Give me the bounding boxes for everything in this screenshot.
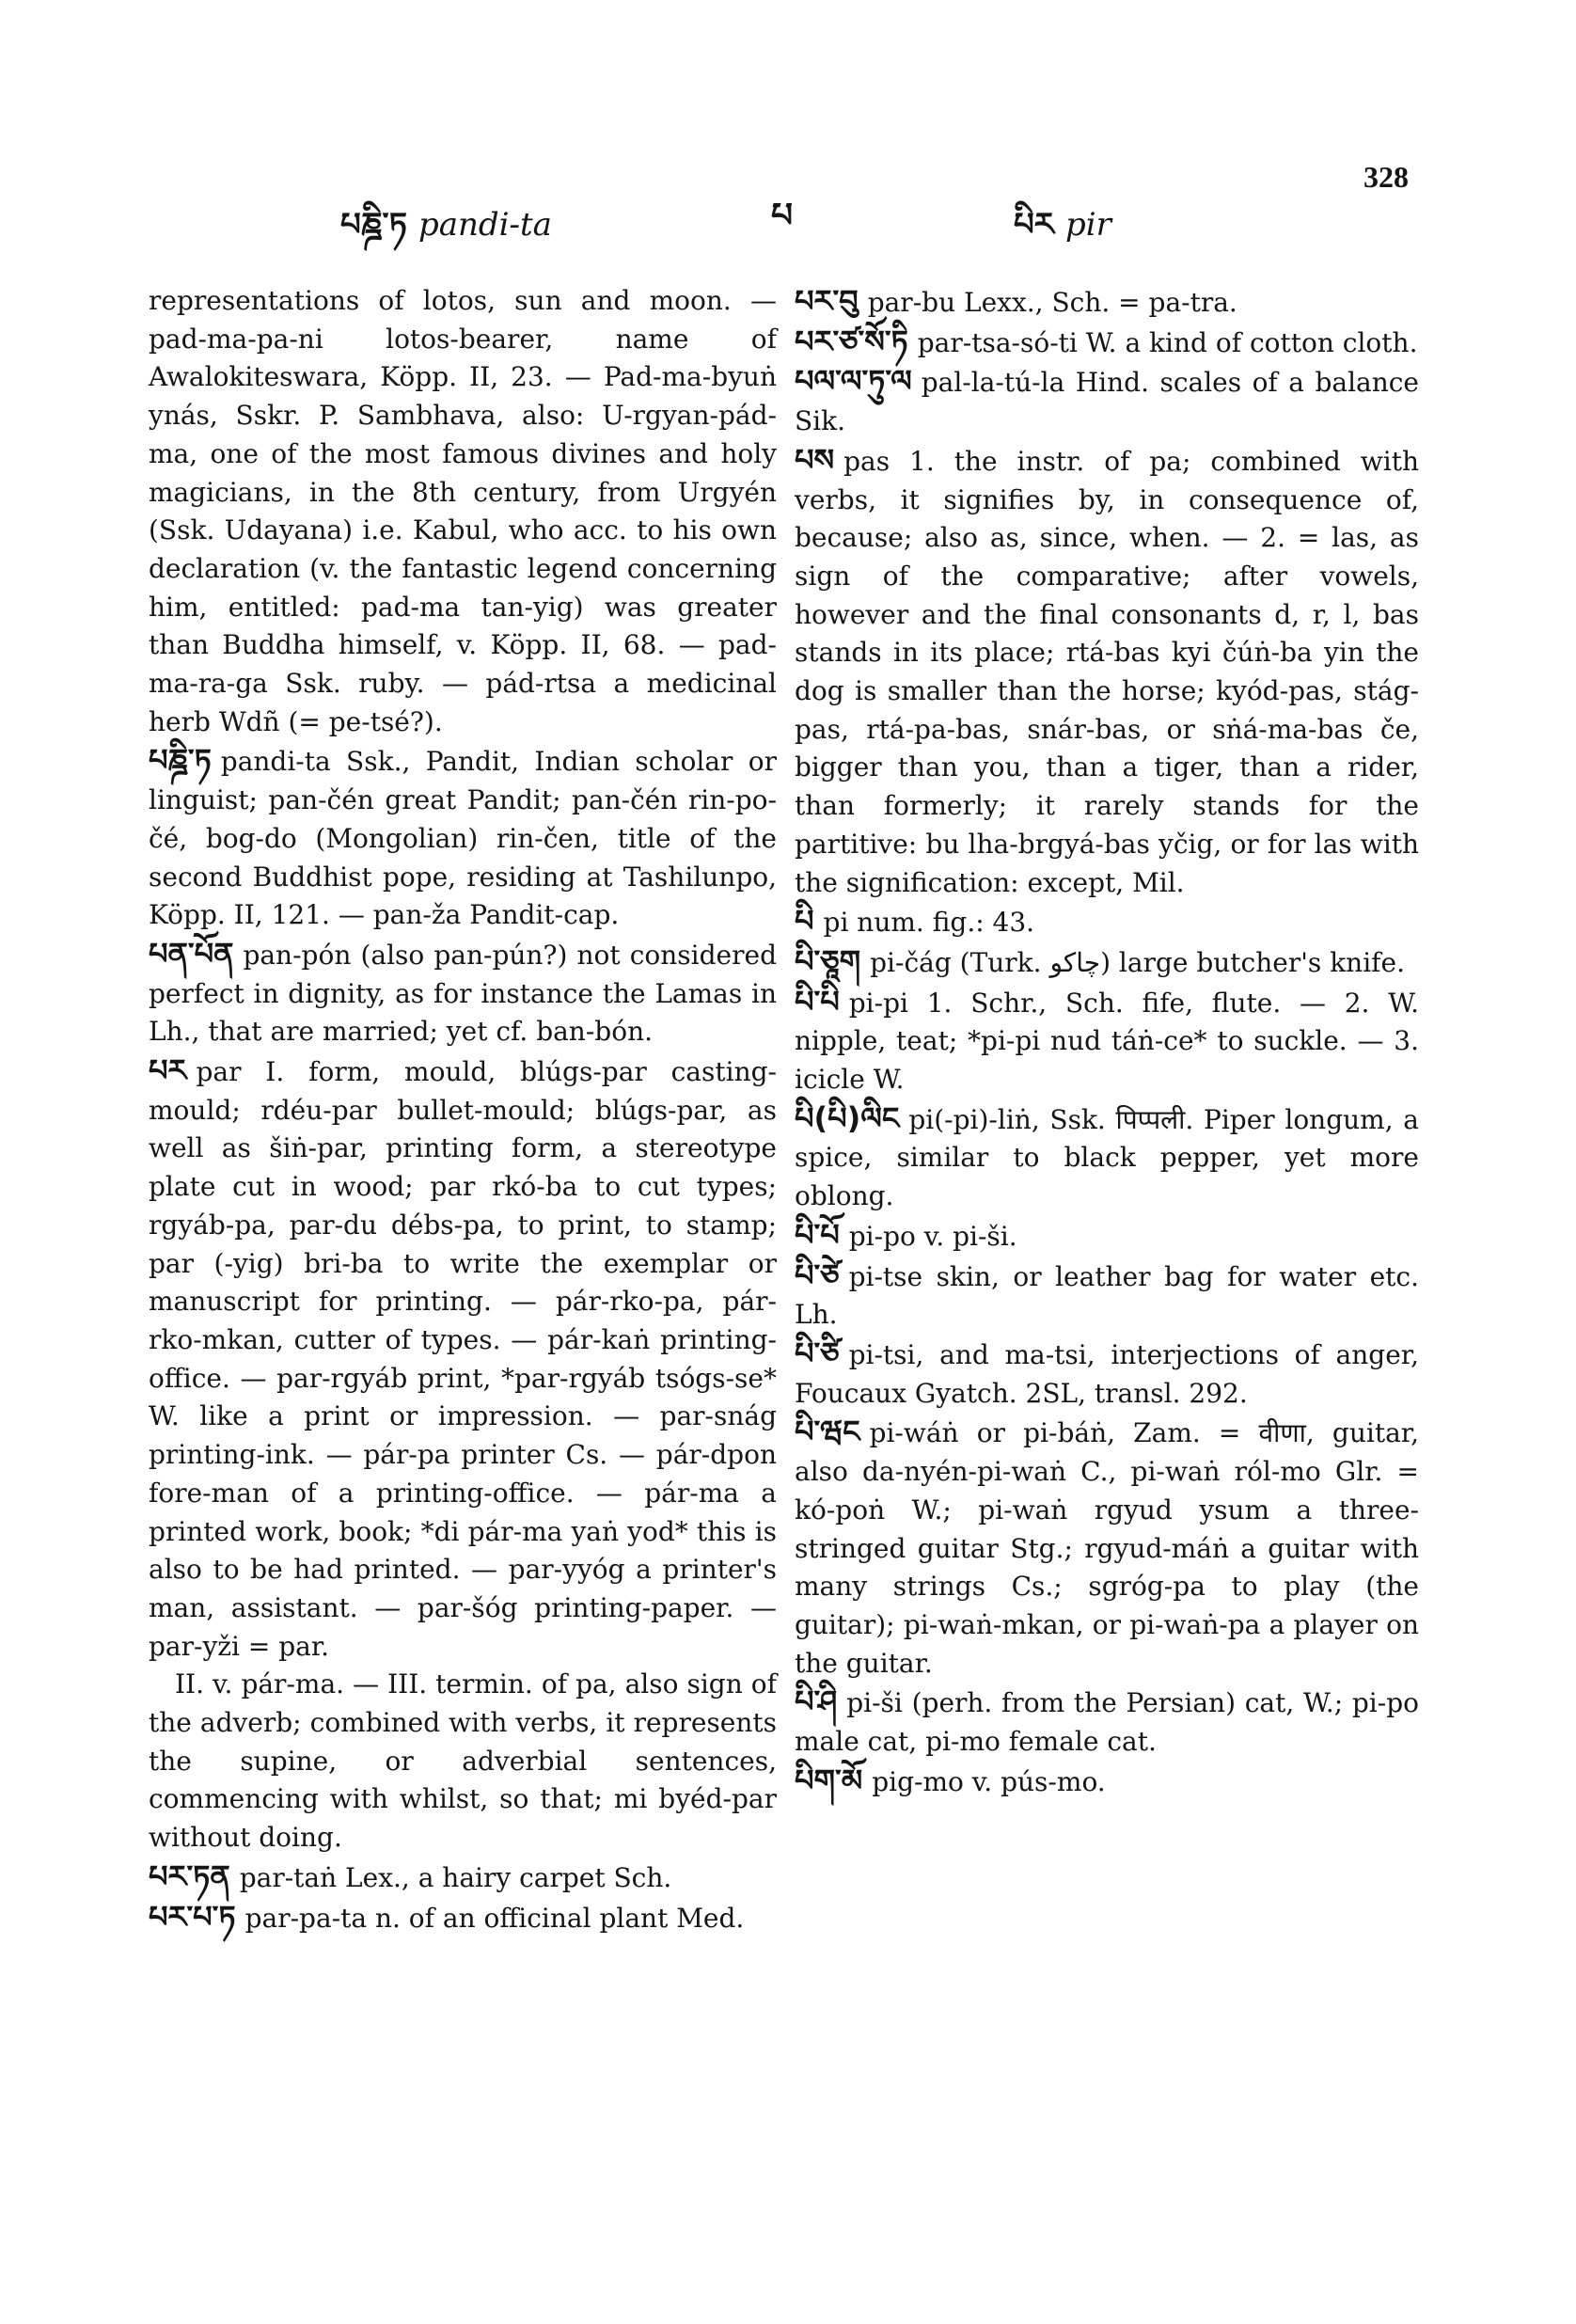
right-headword-roman: pir [1064,206,1111,244]
entry-tibetan: པར་ཏན [149,1858,230,1894]
entry-text: pi(-pi)-liṅ, Ssk. पिप्पली. Piper longum, a spice, similar to black pepper, yet more oblong. [795,1103,1419,1212]
dictionary-entry [795,902,1419,942]
dictionary-entry [795,1683,1419,1761]
dictionary-entry [795,323,1419,363]
entry-text: pan-pón (also pan-pún?) not considered perfect in dignity, as for instance the Lamas in Lh., that are married; yet cf. ban-bón. [149,939,777,1048]
entry-tibetan: པི་པི [795,983,840,1020]
entry-tibetan: པར [149,1052,187,1089]
right-headword-tibetan: པིར [1014,206,1054,244]
right-column [795,282,1419,1801]
entry-text: pi-wáṅ or pi-báṅ, Zam. = वीणा, guitar, also da-nyén-pi-waṅ C., pi-waṅ ról-mo Glr. = kó-poṅ W.; pi-waṅ rgyud ysum a three-stringed guitar Stg.; rgyud-máṅ a guitar with many strings Cs.; sgróg-pa to play (the guitar); pi-waṅ-mkan, or pi-waṅ-pa a player on the guitar. [795,1417,1419,1679]
entry-text: pal-la-tú-la Hind. scales of a balance Sik. [795,367,1419,437]
entry-tibetan: པི(པི)ལིང [795,1099,900,1136]
entry-tibetan: པི་ཙི [795,1335,840,1371]
left-headword-roman: pandi-ta [418,206,552,244]
entry-tibetan: པས [795,441,835,478]
entry-tibetan: པི [795,903,814,940]
dictionary-entry [795,441,1419,902]
dictionary-entry [149,282,777,741]
entry-text: II. v. pár-ma. — III. termin. of pa, also sign of the adverb; combined with verbs, it represents the supine, or adverbial sentences, commencing with whilst, so that; mi byéd-par without doing. [149,1668,777,1854]
entry-tibetan: པར་པ་ཏ [149,1898,236,1935]
dictionary-entry [795,1413,1419,1683]
entry-text: par-taṅ Lex., a hairy carpet Sch. [239,1861,672,1893]
entry-text: par-tsa-só-ti W. a kind of cotton cloth. [917,326,1418,358]
entry-text: par I. form, mould, blúgs-par casting-mould; rdéu-par bullet-mould; blúgs-par, as well as šiṅ-par, printing form, a stereotype plate cut in wood; par rkó-ba to cut types; rgyáb-pa, par-du débs-pa, to print, to stamp; par (-yig) bri-ba to write the exemplar or manuscript for printing. — pár-rko-pa, pár-rko-mkan, cutter of types. — pár-kaṅ printing-office. — par-rgyáb print, *par-rgyáb tsógs-se* W. like a print or impression. — par-snág printing-ink. — pár-pa printer Cs. — pár-dpon fore-man of a printing-office. — pár-ma a printed work, book; *di pár-ma yaṅ yod* this is also to be had printed. — par-yyóg a printer's man, assistant. — par-šóg printing-paper. — par-yži = par. [149,1056,777,1662]
dictionary-entry [795,1216,1419,1257]
dictionary-entry-continuation [149,1666,777,1858]
entry-text: pi-pi 1. Schr., Sch. fife, flute. — 2. W. nipple, teat; *pi-pi nud táṅ-ce* to suckle. — 3. icicle W. [795,987,1419,1096]
left-column [149,282,777,1937]
dictionary-entry [795,1257,1419,1335]
entry-text: pi-čág (Turk. چاکو) large butcher's knife. [870,946,1405,978]
entry-text: pandi-ta Ssk., Pandit, Indian scholar or linguist; pan-čén great Pandit; pan-čén rin-po-čé, bog-do (Mongolian) rin-čen, title of the second Buddhist pope, residing at Tashilunpo, Köpp. II, 121. — pan-ža Pandit-cap. [149,746,777,931]
right-running-headword [1014,188,1111,278]
dictionary-entry [795,362,1419,440]
dictionary-entry [795,282,1419,323]
left-headword-tibetan: པཎྜི་ཏ [340,206,407,244]
entry-tibetan: པལ་ལ་ཏུ་ལ [795,363,912,400]
dictionary-entry [149,1051,777,1666]
entry-tibetan: པི་ཤི [795,1684,838,1720]
entry-tibetan: པི་ཝང [795,1414,860,1450]
dictionary-entry [149,1898,777,1938]
dictionary-entry [149,741,777,935]
entry-text: pi-po v. pi-ši. [848,1220,1017,1252]
entry-text: par-bu Lexx., Sch. = pa-tra. [867,287,1237,318]
entry-text: par-pa-ta n. of an officinal plant Med. [244,1902,745,1934]
entry-tibetan: པར་བུ [795,283,859,319]
page-number: 328 [1363,160,1409,194]
entry-text: pi-tsi, and ma-tsi, interjections of anger, Foucaux Gyatch. 2SL, transl. 292. [795,1338,1419,1409]
dictionary-entry [149,935,777,1051]
page-header [0,160,1576,245]
entry-text: pi-tse skin, or leather bag for water etc. Lh. [795,1260,1419,1331]
dictionary-entry [795,1335,1419,1413]
entry-tibetan: པི་ཅཱག [795,942,861,979]
entry-tibetan: པི་པོ [795,1216,840,1253]
dictionary-entry [795,1099,1419,1216]
entry-text: pas 1. the instr. of pa; combined with verbs, it signifies by, in consequence of, because; also as, since, when. — 2. = las, as sign of the comparative; after vowels, however and the final consonants d, r, l, bas stands in its place; rtá-bas kyi čúṅ-ba yin the dog is smaller than the horse; kyód-pas, stág-pas, rtá-pa-bas, snár-bas, or sṅá-ma-bas če, bigger than you, than a tiger, than a rider, than formerly; it rarely stands for the partitive: bu lha-brgyá-bas yčig, or for las with the signification: except, Mil. [795,445,1419,898]
entry-tibetan: པི་ཙེ [795,1257,840,1293]
dictionary-entry [795,942,1419,983]
entry-text: pig-mo v. pús-mo. [872,1765,1106,1797]
entry-tibetan: པིག་མོ [795,1762,863,1798]
entry-text: pi-ši (perh. from the Persian) cat, W.; pi-po male cat, pi-mo female cat. [795,1687,1419,1758]
dictionary-entry [795,1762,1419,1802]
entry-tibetan: པཎྜི་ཏ [149,742,212,779]
left-running-headword [340,188,552,278]
entry-tibetan: པན་པོན [149,935,234,972]
section-letter: པ [771,196,794,235]
dictionary-entry [795,983,1419,1099]
entry-text: representations of lotos, sun and moon. — pad-ma-pa-ni lotos-bearer, name of Awalokiteswara, Köpp. II, 23. — Pad-ma-byuṅ ynás, Sskr. P. Sambhava, also: U-rgyan-pád-ma, one of the most famous divines and holy magicians, in the 8th century, from Urgyén (Ssk. Udayana) i.e. Kabul, who acc. to his own declaration (v. the fantastic legend concerning him, entitled: pad-ma tan-yig) was greater than Buddha himself, v. Köpp. II, 68. — pad-ma-ra-ga Ssk. ruby. — pád-rtsa a medicinal herb Wdñ (= pe-tsé?). [149,285,777,737]
entry-text: pi num. fig.: 43. [823,907,1035,939]
entry-tibetan: པར་ཙ་སོ་ཏི [795,323,908,359]
dictionary-entry [149,1858,777,1898]
